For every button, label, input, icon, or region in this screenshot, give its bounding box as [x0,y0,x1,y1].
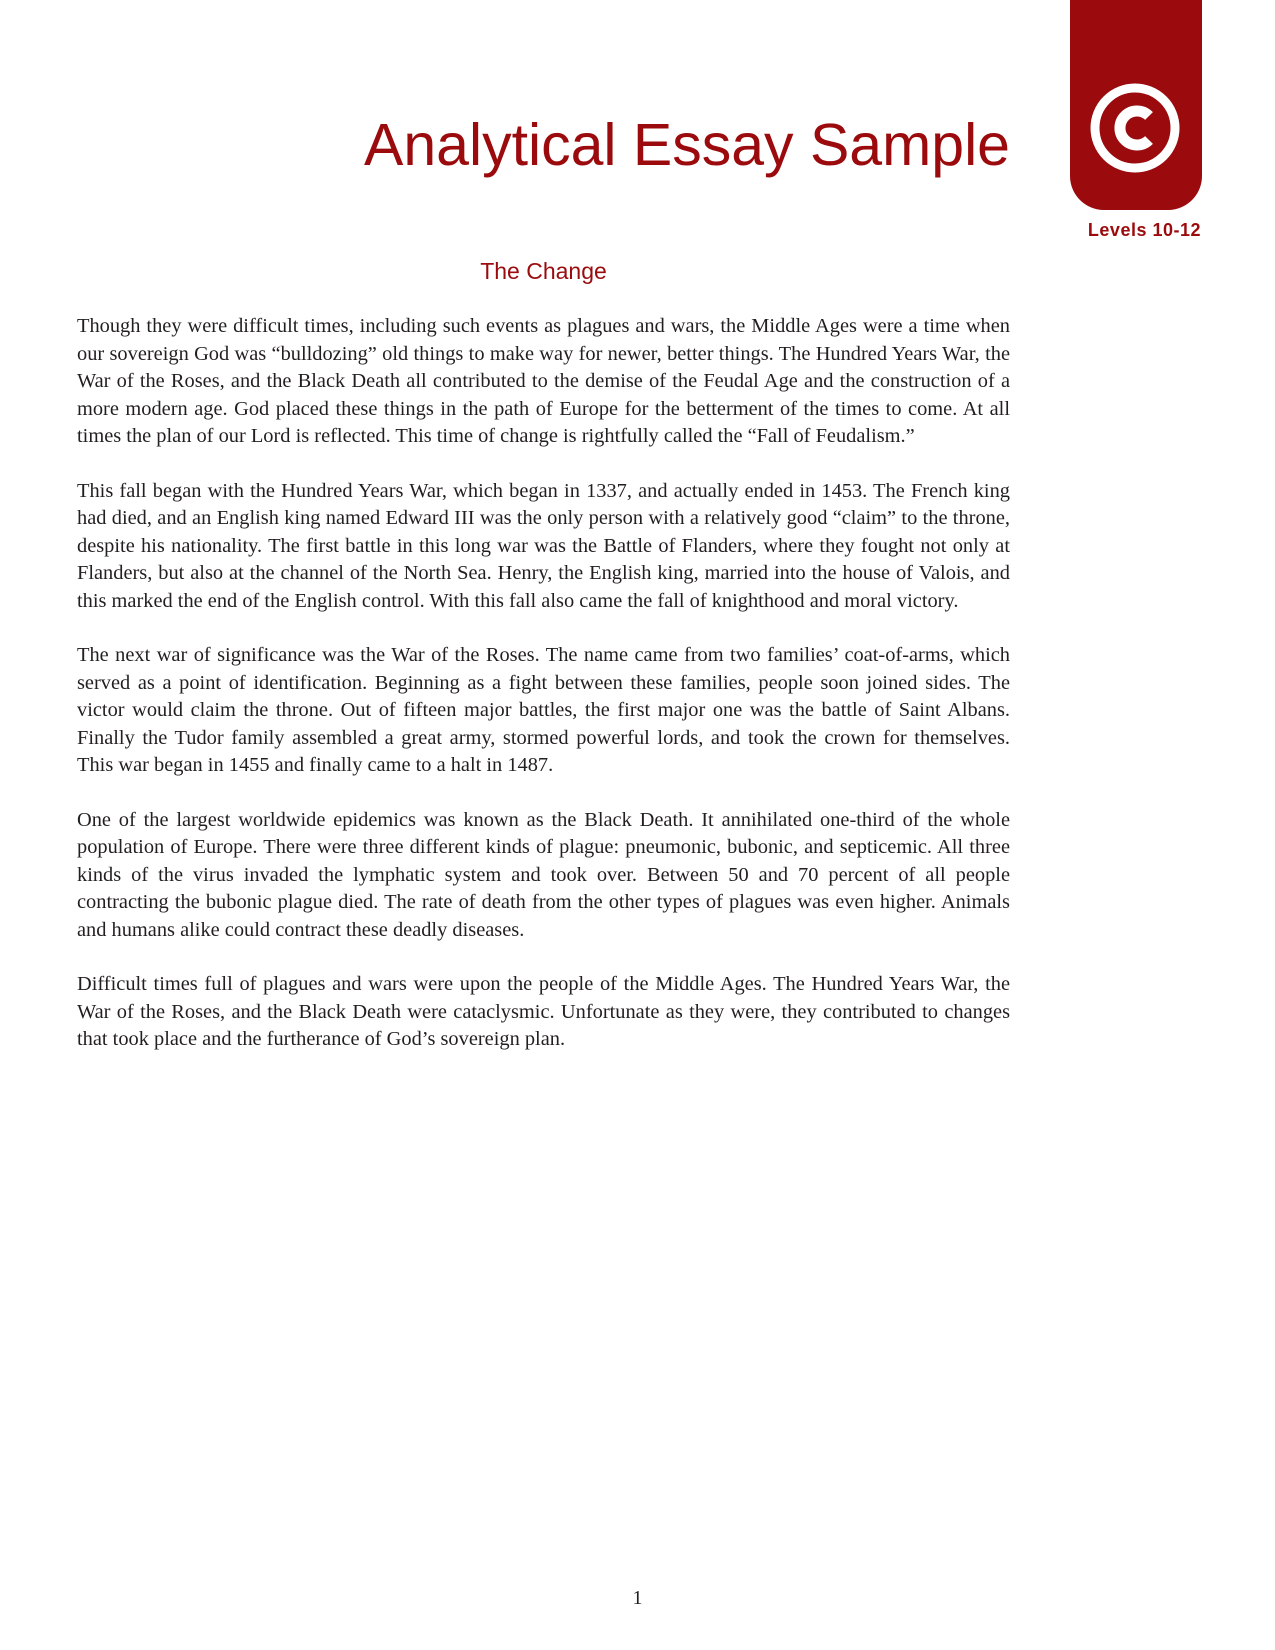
essay-paragraph: This fall began with the Hundred Years War, which began in 1337, and actually ended in 1453. The French king had died, and an English king named Edward III was the only person with a relatively good “claim” to the throne, despite his nationality. The first battle in this long war was the Battle of Flanders, where they fought not only at Flanders, but also at the channel of the North Sea. Henry, the English king, married into the house of Valois, and this marked the end of the English control. With this fall also came the fall of knighthood and moral victory. [77,479,1010,612]
copyright-icon [1089,82,1181,174]
essay-paragraph: Difficult times full of plagues and wars were upon the people of the Middle Ages. The Hundred Years War, the War of the Roses, and the Black Death were cataclysmic. Unfortunate as they were, they contributed to changes that took place and the furtherance of God’s sovereign plan. [77,973,1010,1050]
essay-paragraph: The next war of significance was the War of the Roses. The name came from two families’ coat-of-arms, which served as a point of identification. Beginning as a fight between these families, people soon joined sides. The victor would claim the throne. Out of fifteen major battles, the first major one was the battle of Saint Albans. Finally the Tudor family assembled a great army, stormed powerful lords, and took the crown for themselves. This war began in 1455 and finally came to a halt in 1487. [77,644,1010,776]
levels-label: Levels 10-12 [1087,220,1201,240]
essay-paragraph: One of the largest worldwide epidemics was known as the Black Death. It annihilated one-third of the whole population of Europe. There were three different kinds of plague: pneumonic, bubonic, and septicemic. All three kinds of the virus invaded the lymphatic system and took over. Between 50 and 70 percent of all people contracting the bubonic plague died. The rate of death from the other types of plagues was even higher. Animals and humans alike could contract these deadly diseases. [77,808,1010,941]
essay-body [77,313,1010,1081]
page-number: 1 [632,1587,643,1609]
essay-paragraph: Though they were difficult times, including such events as plagues and wars, the Middle Ages were a time when our sovereign God was “bulldozing” old things to make way for newer, better things. The Hundred Years War, the War of the Roses, and the Black Death all contributed to the demise of the Feudal Age and the construction of a more modern age. God placed these things in the path of Europe for the betterment of the times to come. At all times the plan of our Lord is reflected. This time of change is rightfully called the “Fall of Feudalism.” [77,315,1010,447]
page-title: Analytical Essay Sample [363,112,1010,178]
essay-title: The Change [480,258,607,284]
